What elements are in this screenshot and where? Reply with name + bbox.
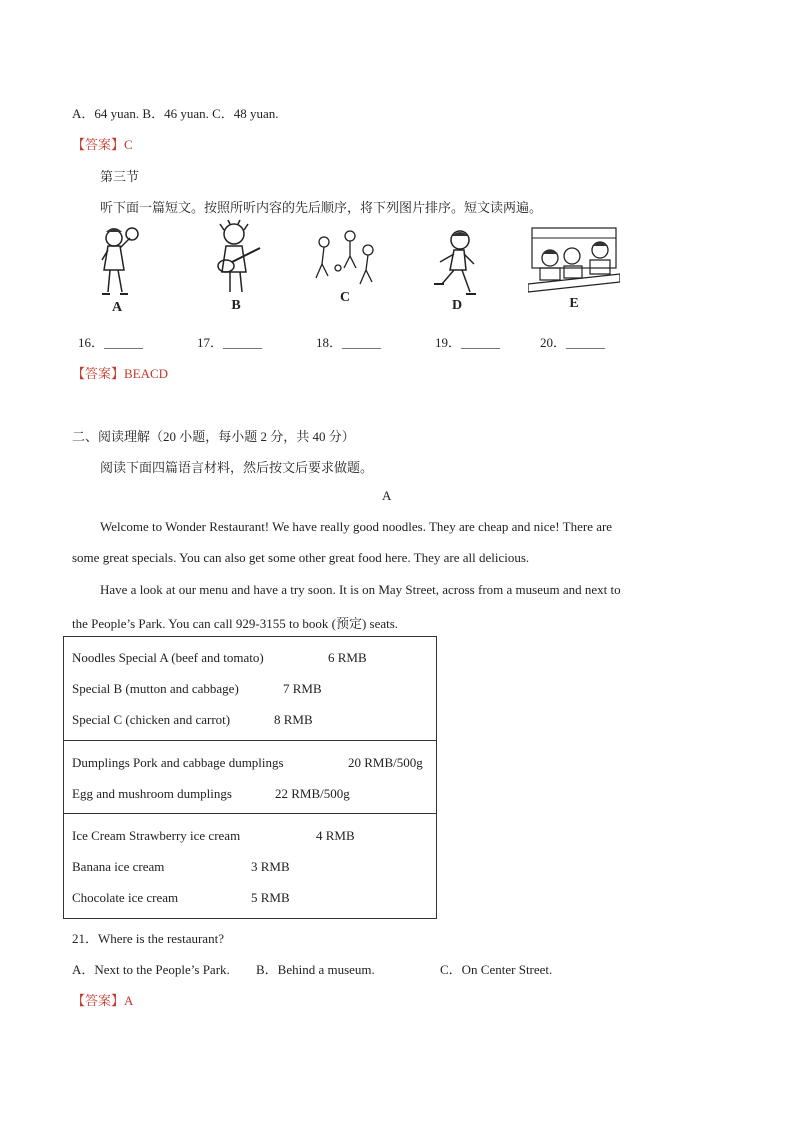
q21-option-c: C．On Center Street. (440, 962, 553, 977)
passage-label: A (382, 488, 392, 503)
answer-value: C (124, 137, 133, 152)
menu-price: 5 RMB (251, 890, 290, 905)
q21-option-b: B．Behind a museum. (256, 962, 375, 977)
menu-divider (64, 740, 436, 741)
picture-label: A (111, 300, 123, 315)
section-instruction: 听下面一篇短文。按照所听内容的先后顺序，将下列图片排序。短文读两遍。 (100, 200, 543, 215)
menu-item: Noodles Special A (beef and tomato) (72, 650, 264, 665)
menu-item: Chocolate ice cream (72, 890, 179, 905)
part2-heading: 二、阅读理解（20 小题，每小题 2 分，共 40 分） (72, 429, 355, 444)
kids-playing-soccer-icon (310, 228, 380, 290)
picture-b (208, 218, 264, 314)
picture-label: B (231, 298, 241, 313)
menu-divider (64, 813, 436, 814)
para2-line1: Have a look at our menu and have a try soon. It is on May Street, across from a museum and next to (100, 582, 621, 597)
blank-20[interactable]: 20．______ (540, 335, 606, 350)
menu-price: 3 RMB (251, 859, 290, 874)
para1-line1: Welcome to Wonder Restaurant! We have really good noodles. They are cheap and nice! There are (100, 519, 613, 534)
blank-17[interactable]: 17．______ (197, 335, 263, 350)
blank-18[interactable]: 18．______ (316, 335, 382, 350)
girl-playing-guitar-icon (208, 218, 264, 298)
picture-row (80, 218, 640, 328)
section-title: 第三节 (100, 169, 140, 184)
q21-answer (72, 990, 133, 1009)
picture-label: E (569, 296, 579, 311)
girl-throwing-ball-icon (92, 222, 142, 300)
menu-price: 6 RMB (328, 650, 367, 665)
section3-answer (72, 363, 168, 382)
para2-line2: the People’s Park. You can call 929-3155 to book (预定) seats. (72, 616, 399, 631)
menu-item: Dumplings Pork and cabbage dumplings (72, 755, 284, 770)
para1-line2: some great specials. You can also get some other great food here. They are all delicious. (72, 550, 530, 565)
boy-running-icon (430, 228, 484, 298)
q15-answer (72, 134, 133, 153)
answer-tag: 【答案】 (72, 993, 125, 1008)
menu-price: 4 RMB (316, 828, 355, 843)
menu-item: Special B (mutton and cabbage) (72, 681, 239, 696)
menu-item: Egg and mushroom dumplings (72, 786, 232, 801)
answer-value: A (124, 993, 134, 1008)
menu-price: 7 RMB (283, 681, 322, 696)
blank-16[interactable]: 16．______ (78, 335, 144, 350)
menu-price: 20 RMB/500g (348, 755, 423, 770)
answer-tag: 【答案】 (72, 366, 125, 381)
menu-price: 8 RMB (274, 712, 313, 727)
menu-table (63, 636, 437, 919)
students-studying-icon (528, 222, 620, 296)
picture-c (310, 228, 380, 306)
picture-e (528, 222, 620, 312)
q21-option-a: A．Next to the People’s Park. (72, 962, 230, 977)
picture-a (92, 222, 142, 316)
q15-options: A．64 yuan. B．46 yuan. C．48 yuan. (72, 106, 279, 121)
part2-instruction: 阅读下面四篇语言材料，然后按文后要求做题。 (100, 460, 374, 475)
menu-price: 22 RMB/500g (275, 786, 350, 801)
menu-item: Ice Cream Strawberry ice cream (72, 828, 241, 843)
picture-label: C (339, 290, 351, 305)
picture-d (430, 228, 484, 314)
menu-item: Banana ice cream (72, 859, 165, 874)
answer-value: BEACD (124, 366, 169, 381)
q21-question: 21．Where is the restaurant? (72, 931, 224, 946)
menu-item: Special C (chicken and carrot) (72, 712, 231, 727)
blank-19[interactable]: 19．______ (435, 335, 501, 350)
answer-tag: 【答案】 (72, 137, 125, 152)
picture-label: D (451, 298, 463, 313)
